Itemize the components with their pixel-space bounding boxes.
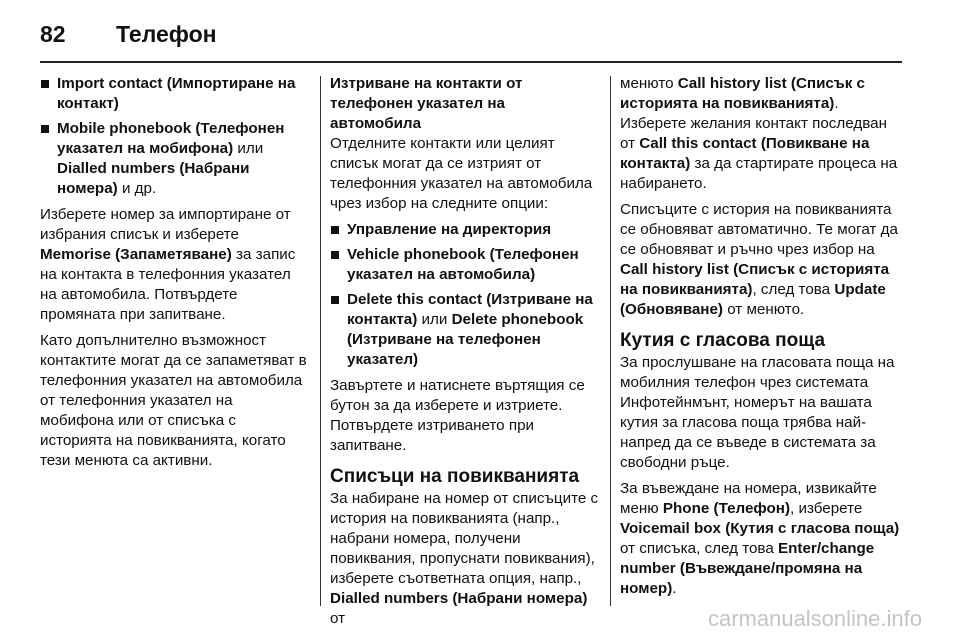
option-vehicle-phonebook: Vehicle phonebook (Телефонен указател на автомобила) — [347, 246, 579, 283]
text: За набиране на номер от списъците с история на повикванията (напр., набрани номера, получени повиквания, пропуснати повиквания), изберете съответната опция, напр., — [330, 490, 599, 587]
column-2 — [330, 74, 600, 635]
text: Списъците с история на повикванията се обновяват автоматично. Те могат да се обновяват и ръчно чрез избор на — [620, 201, 898, 258]
list-item — [330, 220, 600, 240]
text: от списъка, след това — [620, 540, 778, 557]
chapter-title: Телефон — [116, 20, 217, 47]
import-options-list — [40, 74, 310, 199]
option-call-this-contact: Call this contact (Повикване на контакта) — [620, 135, 870, 172]
column-divider-2 — [610, 76, 611, 606]
option-enter-change-number: Enter/change number (Въвеждане/промяна на номер) — [620, 540, 875, 597]
page-number: 82 — [40, 20, 66, 47]
text: , след това — [752, 281, 835, 298]
section-heading-voicemail: Кутия с гласова поща — [620, 330, 826, 351]
text: . — [672, 580, 677, 597]
bullet-icon — [331, 296, 339, 304]
list-item — [330, 245, 600, 285]
column-3 — [620, 74, 905, 605]
option-directory-management: Управление на директория — [347, 221, 552, 238]
text: менюто — [620, 75, 678, 92]
list-item — [40, 119, 310, 199]
section-heading-call-lists: Списъци на повикванията — [330, 466, 580, 487]
option-update: Update (Обновяване) — [620, 281, 886, 318]
paragraph: За прослушване на гласовата поща на мобилния телефон чрез системата Инфотейнмънт, номерът на вашата кутия за гласова поща трябва най-напред да се въведе в системата за свободни ръце. — [620, 354, 895, 471]
option-import-contact: Import contact (Импортиране на контакт) — [57, 75, 296, 112]
text: за запис на контакта в телефонния указател на автомобила. Потвърдете промяната при запитване. — [40, 246, 296, 323]
text: За въвеждане на номера, извикайте меню — [620, 480, 877, 517]
option-voicemail-box: Voicemail box (Кутия с гласова поща) — [620, 520, 900, 537]
option-memorise: Memorise (Запаметяване) — [40, 246, 232, 263]
text: за да стартирате процеса на набирането. — [620, 155, 898, 192]
paragraph — [620, 479, 905, 599]
bullet-icon — [331, 226, 339, 234]
paragraph — [620, 74, 905, 194]
paragraph: Завъртете и натиснете въртящия се бутон за да изберете и изтриете. Потвърдете изтриването при запитване. — [330, 377, 585, 454]
text: . Изберете желания контакт последван от — [620, 95, 887, 152]
bullet-icon — [41, 80, 49, 88]
paragraph — [40, 205, 310, 325]
list-item — [330, 290, 600, 370]
option-mobile-phonebook: Mobile phonebook (Телефонен указател на мобифона) — [57, 120, 285, 157]
header-rule — [40, 61, 902, 63]
text-or: или — [233, 140, 264, 157]
bullet-icon — [331, 251, 339, 259]
text: , изберете — [790, 500, 863, 517]
text-or: или — [417, 311, 452, 328]
option-dialled-numbers: Dialled numbers (Набрани номера) — [57, 160, 250, 197]
page-header — [40, 16, 217, 52]
option-call-history-list: Call history list (Списък с историята на повикванията) — [620, 261, 890, 298]
text-etc: и др. — [117, 180, 157, 197]
watermark: carmanualsonline.info — [707, 606, 922, 631]
text: от менюто. — [722, 301, 805, 318]
paragraph: Като допълнително възможност контактите могат да се запаметяват в телефонния указател на автомобила от телефонния указател на мобифона или от списъка с историята на повикванията, когато тези менюта са активни. — [40, 332, 307, 469]
list-item — [40, 74, 310, 114]
option-dialled-numbers: Dialled numbers (Набрани номера) — [330, 590, 588, 607]
option-delete-phonebook: Delete phonebook (Изтриване на телефонен указател) — [347, 311, 584, 368]
option-delete-contact: Delete this contact (Изтриване на контакта) — [347, 291, 593, 328]
bullet-icon — [41, 125, 49, 133]
paragraph — [620, 200, 905, 320]
delete-options-list — [330, 220, 600, 370]
paragraph — [330, 489, 600, 629]
text: Изберете номер за импортиране от избрания списък и изберете — [40, 206, 291, 243]
option-phone: Phone (Телефон) — [662, 500, 791, 517]
text: от — [330, 610, 346, 627]
column-1 — [40, 74, 310, 477]
option-call-history-list: Call history list (Списък с историята на повикванията) — [620, 75, 866, 112]
paragraph: Отделните контакти или целият списък могат да се изтрият от телефонния указател на автомобила чрез избор на следните опции: — [330, 135, 593, 212]
column-divider-1 — [320, 76, 321, 606]
section-heading-delete-contacts: Изтриване на контакти от телефонен указател на автомобила — [330, 75, 523, 132]
